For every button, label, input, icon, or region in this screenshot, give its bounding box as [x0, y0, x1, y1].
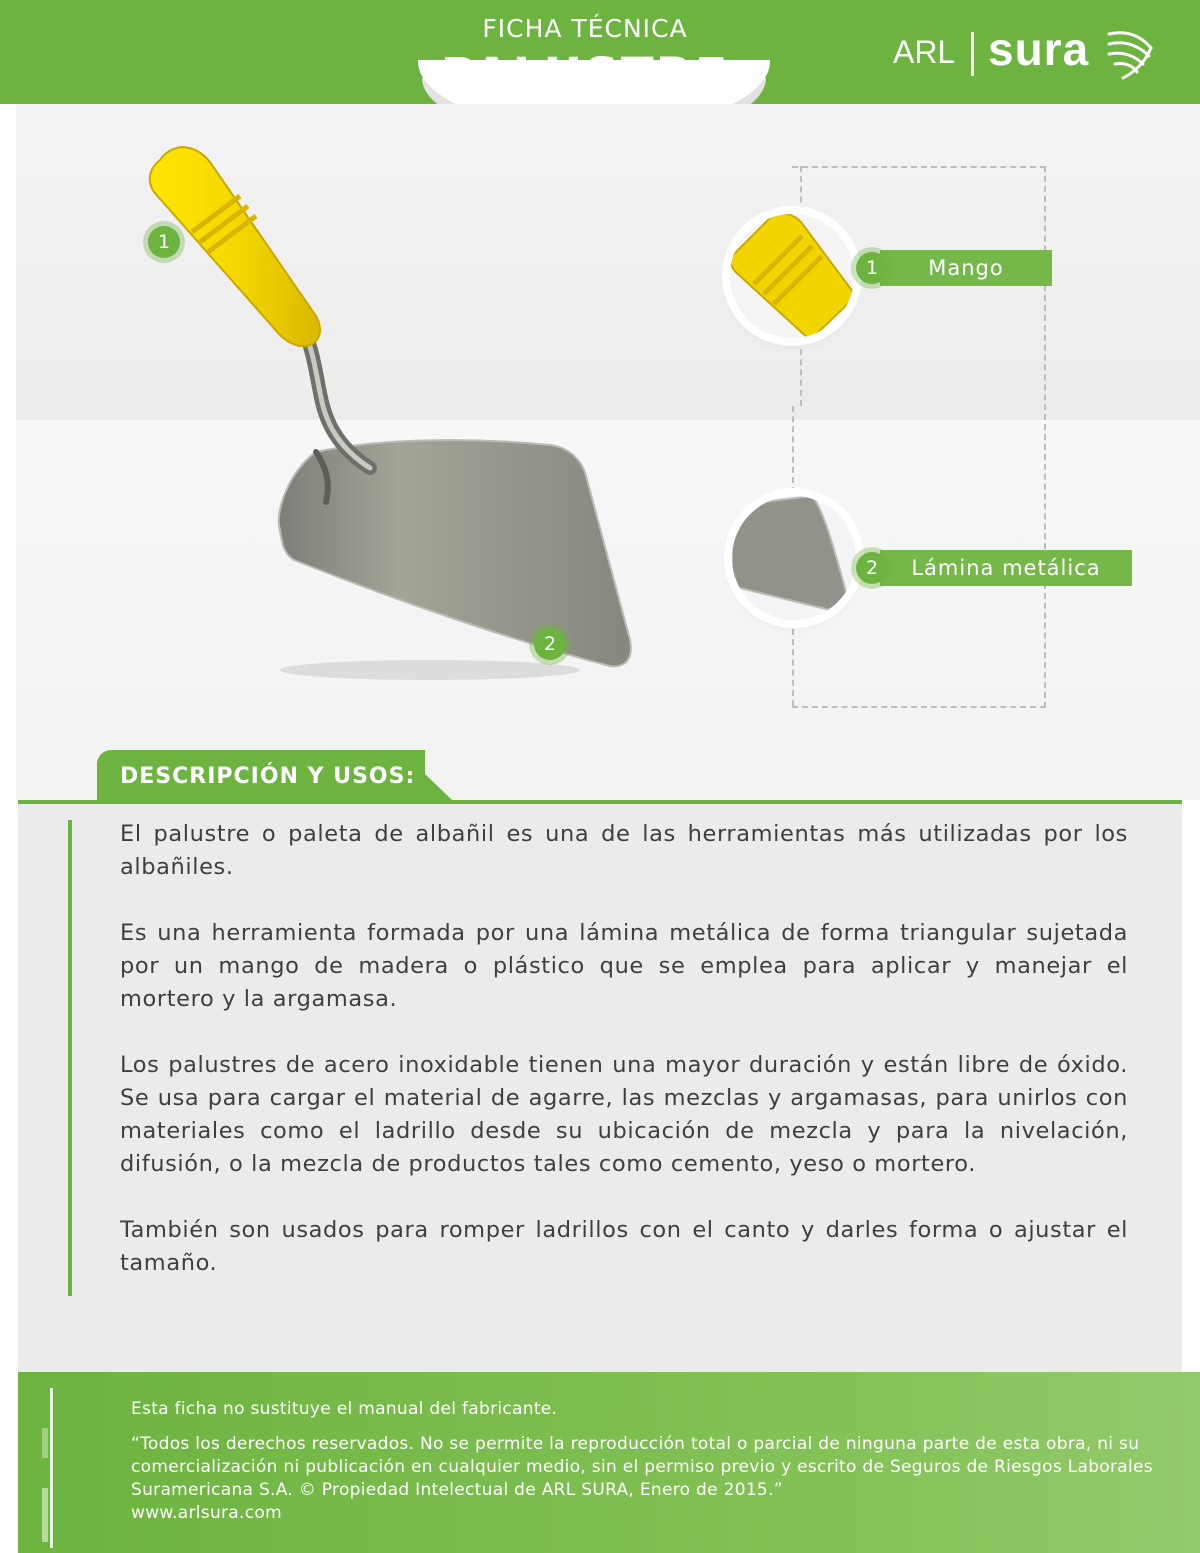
arl-sura-logo: [893, 23, 1155, 82]
footer-website-link[interactable]: www.arlsura.com: [131, 1503, 282, 1523]
description-paragraph: También son usados para romper ladrillos con el canto y darles forma o ajustar el tamaño.: [120, 1217, 1128, 1276]
header-subtitle: FICHA TÉCNICA: [482, 14, 688, 43]
logo-sura-text: sura: [988, 23, 1090, 75]
callout-label-blade: Lámina metálica: [880, 550, 1132, 586]
description-paragraph: Los palustres de acero inoxidable tienen una mayor duración y están libre de óxido. Se usa para cargar el material de agarre, las mezclas y argamasas, para unirlos con materiales como el ladrillo desde su ubicación de mezcla y para la nivelación, difusión, o la mezcla de productos tales como cemento, yeso o mortero.: [120, 1052, 1128, 1177]
footer-text: [131, 1398, 1171, 1525]
trowel-illustration: [130, 140, 650, 700]
description-title: DESCRIPCIÓN Y USOS:: [120, 764, 416, 789]
badge-blade: 2: [534, 628, 566, 660]
handle-detail-circle: [730, 214, 854, 338]
callout-badge-blade: 2: [856, 552, 888, 584]
footer-rights: “Todos los derechos reservados. No se permite la reproducción total o parcial de ninguna parte de esta obra, ni su comercialización ni publicación en cualquier medio, sin el permiso previo y escrito de Seguros de Riesgos Laborales Suramericana S.A. © Propiedad Intelectual de ARL SURA, Enero de 2015.”: [131, 1434, 1153, 1500]
blade-detail-image: [732, 496, 856, 620]
description-body: [120, 818, 1128, 1313]
logo-divider: [971, 32, 974, 76]
footer-side-marks: [36, 1388, 58, 1548]
footer-note: Esta ficha no sustituye el manual del fabricante.: [131, 1399, 558, 1419]
logo-arl-text: ARL: [893, 34, 956, 70]
handle-detail-image: [730, 214, 854, 338]
callout-badge-handle: 1: [856, 252, 888, 284]
description-accent-bar: [68, 820, 72, 1296]
callout-label-handle: Mango: [880, 250, 1052, 286]
badge-handle: 1: [148, 226, 180, 258]
page-title: PALUSTRE: [440, 48, 730, 104]
blade-detail-circle: [732, 496, 856, 620]
description-paragraph: El palustre o paleta de albañil es una de las herramientas más utilizadas por los albañiles.: [120, 821, 1128, 880]
wing-icon: [1105, 26, 1155, 82]
description-paragraph: Es una herramienta formada por una lámina metálica de forma triangular sujetada por un mango de madera o plástico que se emplea para aplicar y manejar el mortero y la argamasa.: [120, 920, 1128, 1012]
